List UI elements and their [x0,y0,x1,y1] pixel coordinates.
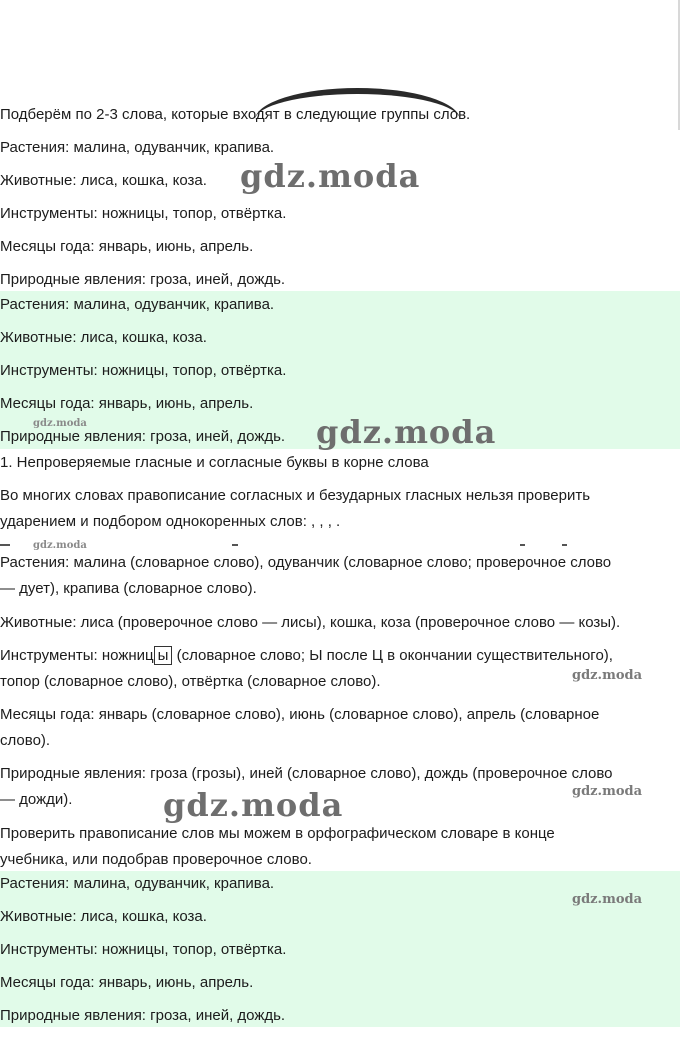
intro-text: Подберём по 2-3 слова, которые входят в следующие группы слов. [0,106,471,123]
explain-months-1: Месяцы года: январь (словарное слово), июнь (словарное слово), апрель (словарное [0,706,600,723]
explain-tools-1 [0,647,613,665]
answer1-plants: Растения: малина, одуванчик, крапива. [0,296,275,313]
rule-text-1: Во многих словах правописание согласных и безударных гласных нельзя проверить [0,487,591,504]
answer2-nature: Природные явления: гроза, иней, дождь. [0,1007,286,1024]
watermark: gdz.moda [572,784,643,799]
watermark: gdz.moda [163,786,344,824]
explain-tools-suffix: (словарное слово; Ы после Ц в окончании существительного), [172,647,613,664]
divider-mark [0,544,10,546]
answer2-animals: Животные: лиса, кошка, коза. [0,908,207,925]
group-nature: Природные явления: гроза, иней, дождь. [0,271,286,288]
answer2-plants: Растения: малина, одуванчик, крапива. [0,875,275,892]
watermark: gdz.moda [572,668,643,683]
explain-tools-prefix: Инструменты: ножниц [0,647,154,664]
explain-animals: Животные: лиса (проверочное слово — лисы), кошка, коза (проверочное слово — козы). [0,614,621,631]
group-plants: Растения: малина, одуванчик, крапива. [0,139,275,156]
answer2-months: Месяцы года: январь, июнь, апрель. [0,974,254,991]
rule-text-2: ударением и подбором однокоренных слов: , , , . [0,513,341,530]
explain-plants-1: Растения: малина (словарное слово), одуванчик (словарное слово; проверочное слово [0,554,612,571]
group-animals: Животные: лиса, кошка, коза. [0,172,207,189]
rule-title: 1. Непроверяемые гласные и согласные буквы в корне слова [0,454,429,471]
watermark: gdz.moda [33,540,87,551]
explain-nature-2: — дожди). [0,791,73,808]
conclusion-1: Проверить правописание слов мы можем в орфографическом словаре в конце [0,825,555,842]
divider-mark [520,544,525,546]
explain-plants-2: — дует), крапива (словарное слово). [0,580,257,597]
explain-nature-1: Природные явления: гроза (грозы), иней (словарное слово), дождь (проверочное слово [0,765,613,782]
answer1-nature: Природные явления: гроза, иней, дождь. [0,428,286,445]
group-months: Месяцы года: январь, июнь, апрель. [0,238,254,255]
watermark: gdz.moda [572,892,643,907]
answer1-tools: Инструменты: ножницы, топор, отвёртка. [0,362,287,379]
divider-mark [562,544,567,546]
ending-box: ы [154,646,173,665]
answer2-tools: Инструменты: ножницы, топор, отвёртка. [0,941,287,958]
explain-months-2: слово). [0,732,51,749]
group-tools: Инструменты: ножницы, топор, отвёртка. [0,205,287,222]
explain-tools-2: топор (словарное слово), отвёртка (словарное слово). [0,673,381,690]
watermark: gdz.moda [33,418,87,429]
watermark: gdz.moda [316,413,497,451]
answer1-animals: Животные: лиса, кошка, коза. [0,329,207,346]
watermark: gdz.moda [240,157,421,195]
answer1-months: Месяцы года: январь, июнь, апрель. [0,395,254,412]
conclusion-2: учебника, или подобрав проверочное слово. [0,851,312,868]
divider-mark [232,544,238,546]
